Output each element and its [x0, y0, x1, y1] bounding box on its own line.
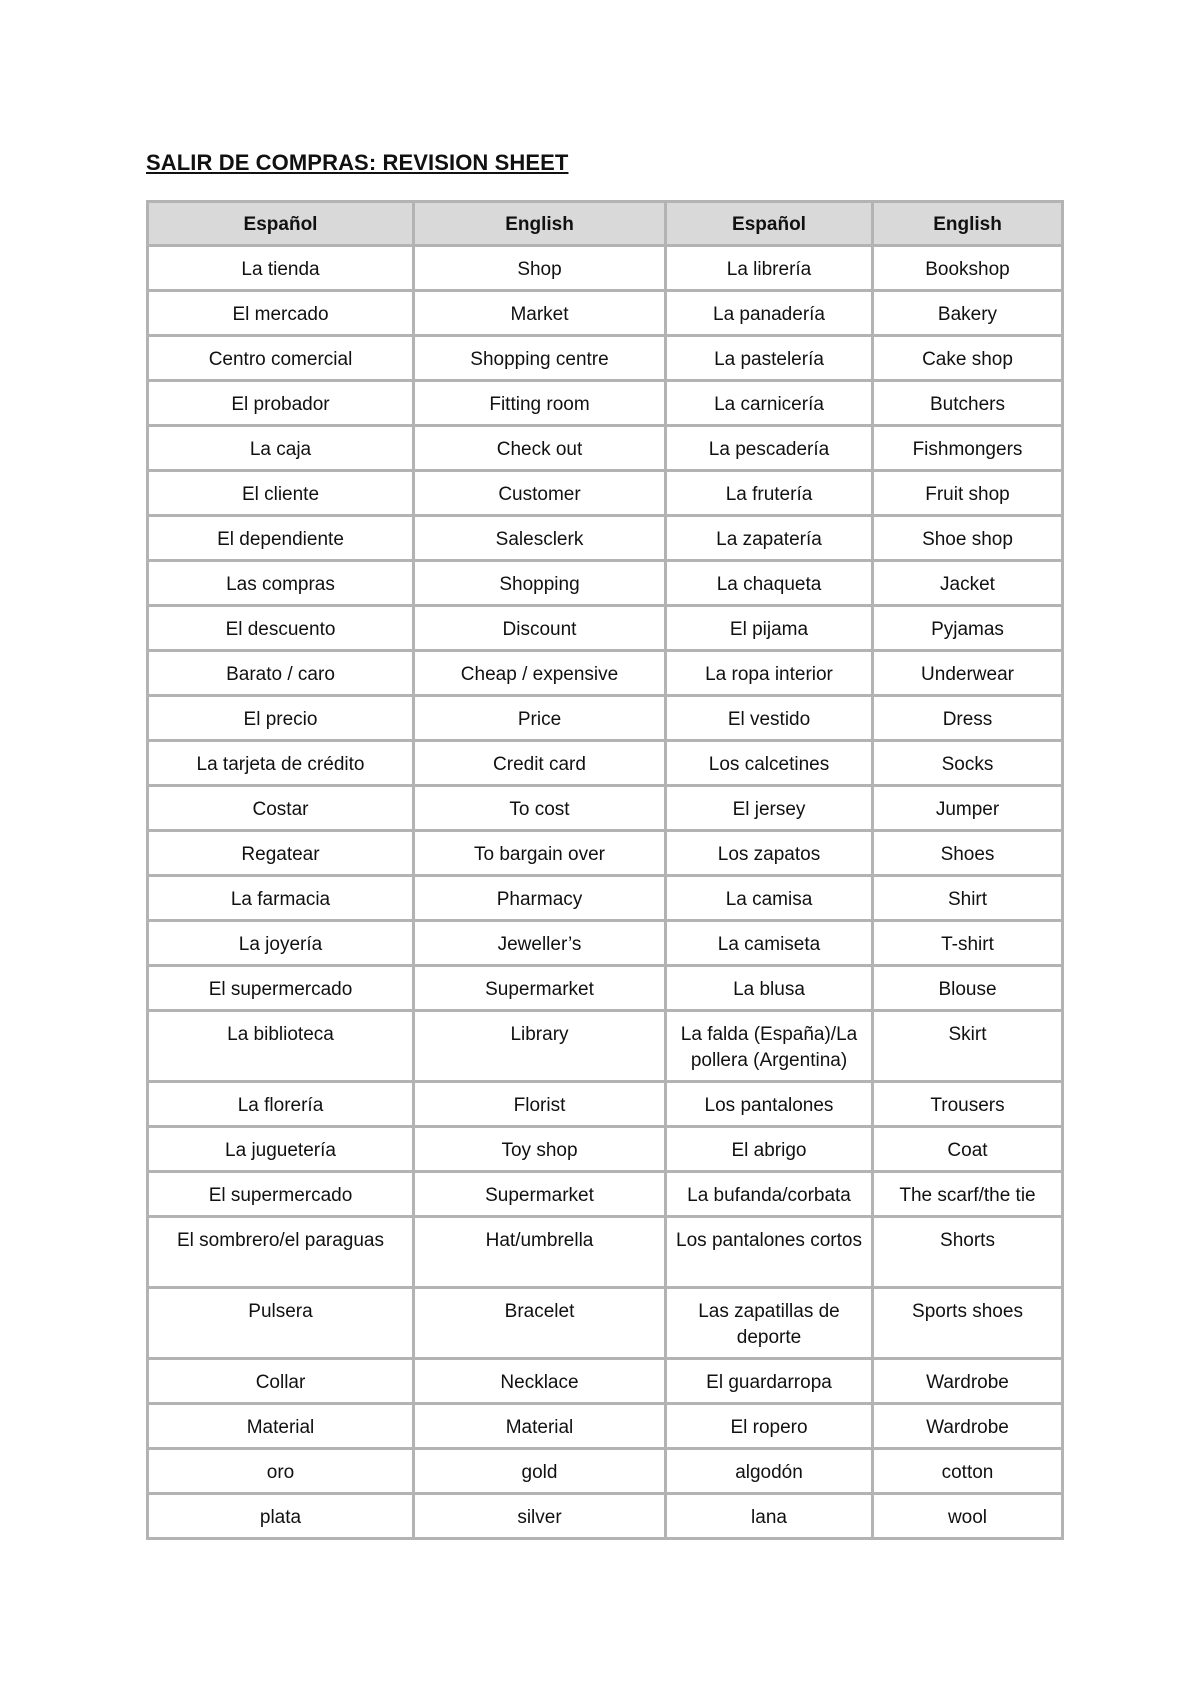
- cell-english: Necklace: [414, 1359, 666, 1404]
- cell-spanish: El mercado: [148, 291, 414, 336]
- cell-english: gold: [414, 1449, 666, 1494]
- cell-spanish: El cliente: [148, 471, 414, 516]
- cell-spanish: La frutería: [666, 471, 873, 516]
- cell-spanish: Las zapatillas de deporte: [666, 1288, 873, 1359]
- cell-english: Wardrobe: [873, 1404, 1063, 1449]
- table-row: [148, 651, 1063, 696]
- cell-english: Credit card: [414, 741, 666, 786]
- cell-english: Shopping: [414, 561, 666, 606]
- table-row: [148, 1011, 1063, 1082]
- cell-spanish: La camisa: [666, 876, 873, 921]
- cell-spanish: La juguetería: [148, 1127, 414, 1172]
- table-row: [148, 831, 1063, 876]
- table-row: [148, 786, 1063, 831]
- cell-english: Shirt: [873, 876, 1063, 921]
- table-row: [148, 561, 1063, 606]
- cell-english: wool: [873, 1494, 1063, 1539]
- cell-spanish: lana: [666, 1494, 873, 1539]
- cell-english: Cake shop: [873, 336, 1063, 381]
- cell-spanish: Los calcetines: [666, 741, 873, 786]
- cell-english: Sports shoes: [873, 1288, 1063, 1359]
- cell-spanish: La falda (España)/La pollera (Argentina): [666, 1011, 873, 1082]
- cell-english: Toy shop: [414, 1127, 666, 1172]
- table-row: [148, 1217, 1063, 1288]
- cell-english: Supermarket: [414, 966, 666, 1011]
- header-cell-english: English: [873, 202, 1063, 246]
- cell-spanish: Regatear: [148, 831, 414, 876]
- cell-english: Bracelet: [414, 1288, 666, 1359]
- cell-spanish: La chaqueta: [666, 561, 873, 606]
- cell-english: Price: [414, 696, 666, 741]
- cell-spanish: Las compras: [148, 561, 414, 606]
- cell-english: Fishmongers: [873, 426, 1063, 471]
- cell-english: Cheap / expensive: [414, 651, 666, 696]
- cell-spanish: La biblioteca: [148, 1011, 414, 1082]
- cell-spanish: El sombrero/el paraguas: [148, 1217, 414, 1288]
- cell-english: Wardrobe: [873, 1359, 1063, 1404]
- cell-spanish: Barato / caro: [148, 651, 414, 696]
- cell-english: Florist: [414, 1082, 666, 1127]
- table-row: [148, 606, 1063, 651]
- cell-english: Butchers: [873, 381, 1063, 426]
- cell-english: Jumper: [873, 786, 1063, 831]
- cell-english: Material: [414, 1404, 666, 1449]
- cell-english: Hat/umbrella: [414, 1217, 666, 1288]
- cell-english: Skirt: [873, 1011, 1063, 1082]
- cell-spanish: La florería: [148, 1082, 414, 1127]
- cell-spanish: La tienda: [148, 246, 414, 291]
- cell-spanish: La carnicería: [666, 381, 873, 426]
- cell-english: Underwear: [873, 651, 1063, 696]
- table-row: [148, 876, 1063, 921]
- cell-english: Blouse: [873, 966, 1063, 1011]
- cell-spanish: La librería: [666, 246, 873, 291]
- cell-spanish: La ropa interior: [666, 651, 873, 696]
- cell-english: Bookshop: [873, 246, 1063, 291]
- cell-spanish: La blusa: [666, 966, 873, 1011]
- cell-spanish: Collar: [148, 1359, 414, 1404]
- cell-english: To cost: [414, 786, 666, 831]
- table-row: [148, 1127, 1063, 1172]
- table-row: [148, 1494, 1063, 1539]
- cell-english: Check out: [414, 426, 666, 471]
- cell-spanish: La pastelería: [666, 336, 873, 381]
- cell-spanish: La bufanda/corbata: [666, 1172, 873, 1217]
- header-cell-spanish: Español: [148, 202, 414, 246]
- cell-spanish: El jersey: [666, 786, 873, 831]
- table-row: [148, 336, 1063, 381]
- cell-english: Dress: [873, 696, 1063, 741]
- cell-english: Shoe shop: [873, 516, 1063, 561]
- cell-spanish: La joyería: [148, 921, 414, 966]
- cell-spanish: La zapatería: [666, 516, 873, 561]
- cell-spanish: Centro comercial: [148, 336, 414, 381]
- cell-spanish: El precio: [148, 696, 414, 741]
- table-row: [148, 966, 1063, 1011]
- cell-spanish: La camiseta: [666, 921, 873, 966]
- cell-spanish: El abrigo: [666, 1127, 873, 1172]
- table-row: [148, 1172, 1063, 1217]
- cell-english: Coat: [873, 1127, 1063, 1172]
- table-row: [148, 471, 1063, 516]
- cell-english: To bargain over: [414, 831, 666, 876]
- cell-english: cotton: [873, 1449, 1063, 1494]
- vocabulary-table: [146, 200, 1064, 1540]
- cell-english: Shop: [414, 246, 666, 291]
- cell-english: Bakery: [873, 291, 1063, 336]
- table-row: [148, 291, 1063, 336]
- cell-spanish: El probador: [148, 381, 414, 426]
- cell-english: Pyjamas: [873, 606, 1063, 651]
- table-row: [148, 696, 1063, 741]
- table-row: [148, 381, 1063, 426]
- cell-english: Customer: [414, 471, 666, 516]
- cell-spanish: Material: [148, 1404, 414, 1449]
- cell-english: Library: [414, 1011, 666, 1082]
- cell-spanish: La caja: [148, 426, 414, 471]
- cell-english: Salesclerk: [414, 516, 666, 561]
- cell-english: silver: [414, 1494, 666, 1539]
- cell-spanish: El pijama: [666, 606, 873, 651]
- table-row: [148, 1404, 1063, 1449]
- table-row: [148, 741, 1063, 786]
- table-row: [148, 246, 1063, 291]
- cell-english: T-shirt: [873, 921, 1063, 966]
- cell-english: Shopping centre: [414, 336, 666, 381]
- cell-spanish: oro: [148, 1449, 414, 1494]
- table-row: [148, 1449, 1063, 1494]
- cell-spanish: Los pantalones: [666, 1082, 873, 1127]
- cell-english: Shorts: [873, 1217, 1063, 1288]
- cell-spanish: La panadería: [666, 291, 873, 336]
- header-cell-english: English: [414, 202, 666, 246]
- cell-spanish: Los zapatos: [666, 831, 873, 876]
- table-row: [148, 1082, 1063, 1127]
- table-row: [148, 1288, 1063, 1359]
- cell-english: Discount: [414, 606, 666, 651]
- cell-english: Pharmacy: [414, 876, 666, 921]
- cell-spanish: algodón: [666, 1449, 873, 1494]
- cell-spanish: La pescadería: [666, 426, 873, 471]
- cell-spanish: Pulsera: [148, 1288, 414, 1359]
- cell-english: Fruit shop: [873, 471, 1063, 516]
- cell-spanish: La farmacia: [148, 876, 414, 921]
- cell-spanish: El guardarropa: [666, 1359, 873, 1404]
- cell-spanish: El vestido: [666, 696, 873, 741]
- cell-spanish: El descuento: [148, 606, 414, 651]
- cell-english: Fitting room: [414, 381, 666, 426]
- table-header-row: [148, 202, 1063, 246]
- cell-english: Trousers: [873, 1082, 1063, 1127]
- table-body: [148, 246, 1063, 1539]
- cell-english: Jacket: [873, 561, 1063, 606]
- cell-spanish: El supermercado: [148, 1172, 414, 1217]
- cell-english: The scarf/the tie: [873, 1172, 1063, 1217]
- table-row: [148, 1359, 1063, 1404]
- page-title: SALIR DE COMPRAS: REVISION SHEET: [146, 150, 569, 175]
- cell-spanish: Los pantalones cortos: [666, 1217, 873, 1288]
- header-cell-spanish: Español: [666, 202, 873, 246]
- cell-english: Supermarket: [414, 1172, 666, 1217]
- cell-spanish: La tarjeta de crédito: [148, 741, 414, 786]
- table-row: [148, 426, 1063, 471]
- cell-english: Jeweller’s: [414, 921, 666, 966]
- cell-spanish: El dependiente: [148, 516, 414, 561]
- table-row: [148, 516, 1063, 561]
- cell-english: Market: [414, 291, 666, 336]
- cell-spanish: Costar: [148, 786, 414, 831]
- cell-spanish: plata: [148, 1494, 414, 1539]
- cell-english: Shoes: [873, 831, 1063, 876]
- cell-spanish: El supermercado: [148, 966, 414, 1011]
- table-row: [148, 921, 1063, 966]
- cell-english: Socks: [873, 741, 1063, 786]
- cell-spanish: El ropero: [666, 1404, 873, 1449]
